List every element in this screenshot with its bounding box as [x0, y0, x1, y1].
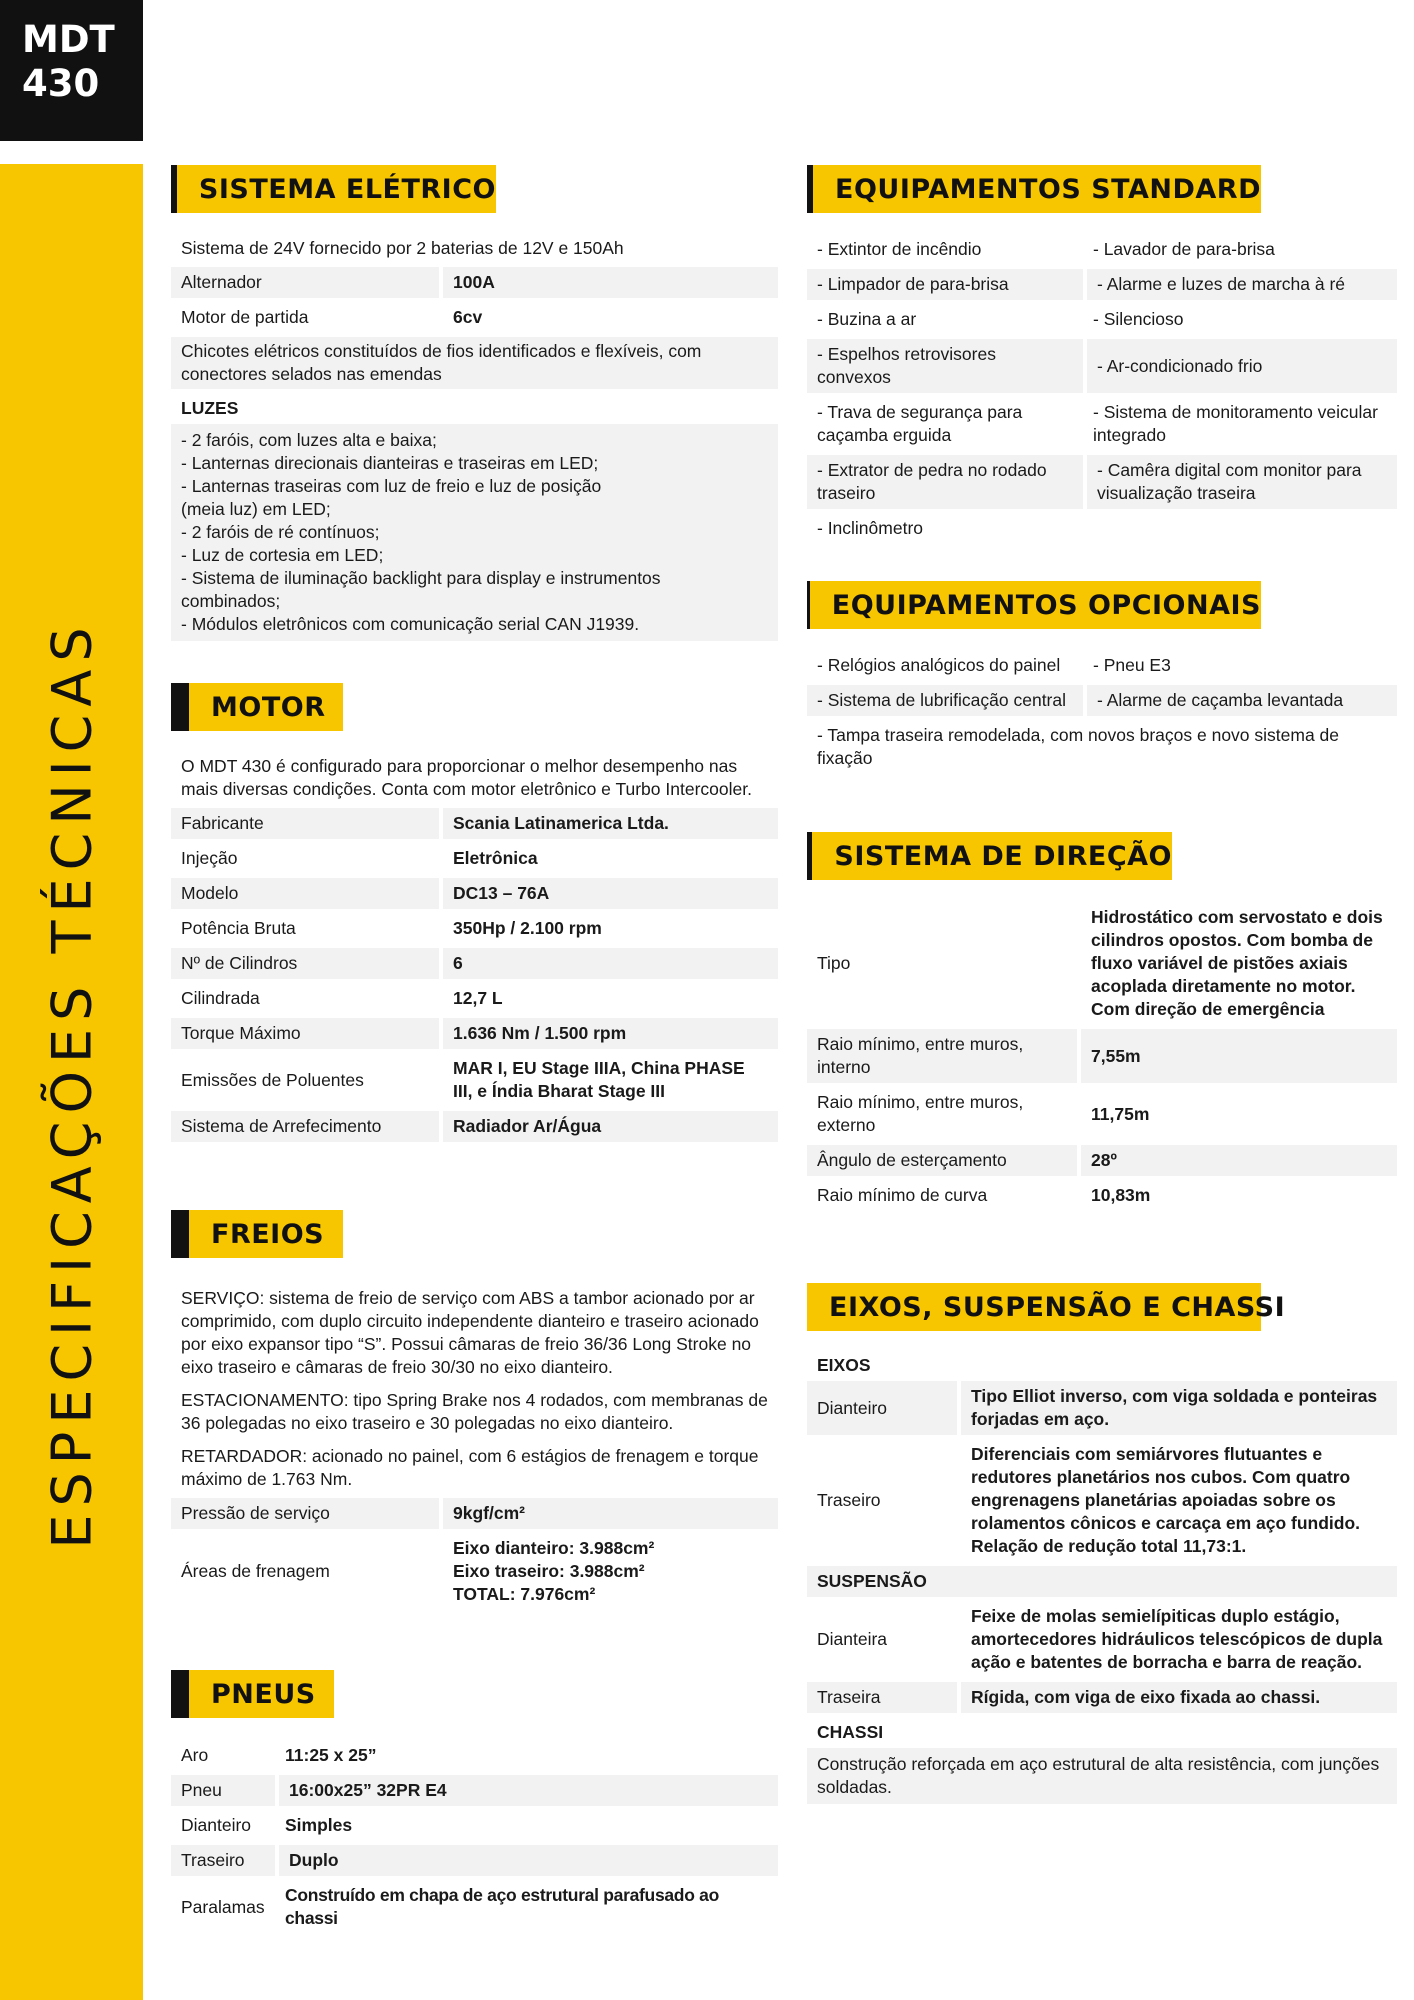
table-row: Alternador 100A: [171, 267, 778, 298]
freios-retardador: RETARDADOR: acionado no painel, com 6 estágios de frenagem e torque máximo de 1.763 Nm.: [181, 1446, 759, 1489]
motor-block: [171, 752, 778, 1146]
table-row: Dianteira Feixe de molas semielípiticas duplo estágio, amortecedores hidráulicos telescópicos de dupla ação e batentes de borracha e barra de reação.: [817, 1606, 1383, 1672]
table-row: Ângulo de esterçamento 28º: [807, 1145, 1397, 1176]
list-item: - Relógios analógicos do painel - Pneu E3: [817, 655, 1171, 675]
eixos-block: [807, 1350, 1397, 1804]
table-row: Aro 11:25 x 25”: [181, 1745, 377, 1765]
table-row: Dianteiro Simples: [181, 1815, 353, 1835]
table-row: Raio mínimo de curva 10,83m: [817, 1185, 1151, 1205]
freios-servico: SERVIÇO: sistema de freio de serviço com ABS a tambor acionado por ar comprimido, com duplo circuito independente dianteiro e traseiro acionado por eixo expansor tipo “S”. Possui câmaras de freio 36/36 Long Stroke no eixo traseiro e câmaras de freio 30/30 no eixo dianteiro.: [181, 1288, 759, 1377]
table-row: Traseiro Diferenciais com semiárvores flutuantes e redutores planetários nos cubos. Com quatro engrenagens planetárias apoiadas sobre os rolamentos cônicos e carcaça em aço fundido. Relação de redução total 11,73:1.: [817, 1444, 1361, 1556]
table-row: Traseira Rígida, com viga de eixo fixada ao chassi.: [807, 1682, 1397, 1713]
table-row: Emissões de Poluentes MAR I, EU Stage IIIA, China PHASE III, e Índia Bharat Stage III: [181, 1058, 745, 1101]
section-title-pneus: PNEUS: [171, 1670, 334, 1718]
freios-block: [171, 1284, 778, 1614]
chassi-heading: CHASSI: [817, 1722, 884, 1742]
chassi-text: Construção reforçada em aço estrutural de alta resistência, com junções soldadas.: [807, 1748, 1397, 1804]
direcao-block: [807, 902, 1397, 1215]
sidebar: [0, 164, 143, 2000]
model-logo: [0, 0, 143, 141]
eixos-heading: EIXOS: [817, 1355, 871, 1375]
sidebar-title: ESPECIFICAÇÕES TÉCNICAS: [40, 619, 104, 1549]
section-title-eixos: EIXOS, SUSPENSÃO E CHASSI: [807, 1283, 1261, 1331]
section-title-direcao: SISTEMA DE DIREÇÃO: [807, 832, 1172, 880]
model-name: MDT: [22, 18, 115, 61]
list-item: - Inclinômetro: [817, 518, 924, 538]
table-row: Raio mínimo, entre muros, externo 11,75m: [817, 1092, 1150, 1135]
section-title-eletrico: SISTEMA ELÉTRICO: [171, 165, 496, 213]
table-row: Injeção Eletrônica: [181, 848, 538, 868]
table-row: Paralamas Construído em chapa de aço estrutural parafusado ao chassi: [181, 1885, 719, 1928]
list-item: - Extintor de incêndio - Lavador de para-brisa: [817, 239, 1275, 259]
table-row: Modelo DC13 – 76A: [171, 878, 778, 909]
suspensao-heading: SUSPENSÃO: [807, 1566, 1397, 1597]
eletrico-block: [171, 234, 778, 641]
section-title-freios: FREIOS: [171, 1210, 343, 1258]
list-item: - Tampa traseira remodelada, com novos braços e novo sistema de fixação: [817, 725, 1340, 768]
table-row: Pneu 16:00x25” 32PR E4: [171, 1775, 778, 1806]
section-title-standard: EQUIPAMENTOS STANDARD: [807, 165, 1261, 213]
freios-estacionamento: ESTACIONAMENTO: tipo Spring Brake nos 4 rodados, com membranas de 36 polegadas no eixo traseiro e 30 polegadas no eixo dianteiro.: [181, 1390, 768, 1433]
table-row: Torque Máximo 1.636 Nm / 1.500 rpm: [171, 1018, 778, 1049]
table-row: Raio mínimo, entre muros, interno 7,55m: [807, 1029, 1397, 1083]
motor-intro: O MDT 430 é configurado para proporcionar o melhor desempenho nas mais diversas condições. Conta com motor eletrônico e Turbo Intercooler.: [181, 756, 752, 799]
table-row: Fabricante Scania Latinamerica Ltda.: [171, 808, 778, 839]
section-title-opcionais: EQUIPAMENTOS OPCIONAIS: [807, 581, 1261, 629]
list-item: - Buzina a ar - Silencioso: [817, 309, 1184, 329]
list-item: - Espelhos retrovisores convexos - Ar-condicionado frio: [807, 339, 1397, 393]
luzes-heading: LUZES: [181, 398, 239, 418]
section-title-motor: MOTOR: [171, 683, 343, 731]
table-row: Motor de partida 6cv: [181, 307, 483, 327]
table-row: Potência Bruta 350Hp / 2.100 rpm: [181, 918, 602, 938]
table-row: Sistema de Arrefecimento Radiador Ar/Água: [171, 1111, 778, 1142]
table-row: Áreas de frenagem Eixo dianteiro: 3.988cm² Eixo traseiro: 3.988cm² TOTAL: 7.976cm²: [181, 1538, 655, 1604]
table-row: Traseiro Duplo: [171, 1845, 778, 1876]
pneus-block: [171, 1740, 778, 1938]
list-item: - Extrator de pedra no rodado traseiro - Camêra digital com monitor para visualização traseira: [807, 455, 1397, 509]
table-row: Tipo Hidrostático com servostato e dois cilindros opostos. Com bomba de fluxo variável de pistões axiais acoplada diretamente no motor. Com direção de emergência: [817, 907, 1383, 1019]
table-row: Pressão de serviço 9kgf/cm²: [171, 1498, 778, 1529]
table-row: Nº de Cilindros 6: [171, 948, 778, 979]
eletrico-intro: Sistema de 24V fornecido por 2 baterias de 12V e 150Ah: [181, 238, 624, 258]
eletrico-chicotes: Chicotes elétricos constituídos de fios identificados e flexíveis, com conectores selados nas emendas: [171, 337, 778, 389]
luzes-list: - 2 faróis, com luzes alta e baixa; - Lanternas direcionais dianteiras e traseiras em LED; - Lanternas traseiras com luz de freio e luz de posição (meia luz) em LED; - 2 faróis de ré contínuos; - Luz de cortesia em LED; - Sistema de iluminação backlight para display e instrumentos combinados; - Módulos eletrônicos com comunicação serial CAN J1939.: [171, 424, 778, 641]
model-number: 430: [22, 62, 100, 105]
list-item: - Limpador de para-brisa - Alarme e luzes de marcha à ré: [807, 269, 1397, 300]
table-row: Dianteiro Tipo Elliot inverso, com viga soldada e ponteiras forjadas em aço.: [807, 1381, 1397, 1435]
opcionais-block: [807, 650, 1397, 778]
standard-block: [807, 234, 1397, 548]
list-item: - Sistema de lubrificação central - Alarme de caçamba levantada: [807, 685, 1397, 716]
table-row: Cilindrada 12,7 L: [181, 988, 503, 1008]
list-item: - Trava de segurança para caçamba erguida - Sistema de monitoramento veicular integrado: [817, 402, 1378, 445]
